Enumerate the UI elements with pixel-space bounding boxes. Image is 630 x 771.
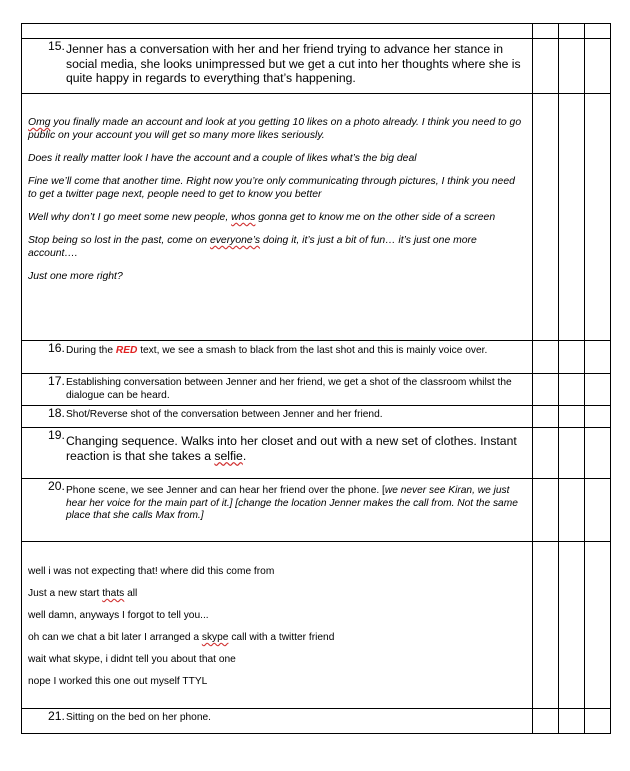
shot-number: 20.	[48, 479, 65, 493]
shot-description: Shot/Reverse shot of the conversation between Jenner and her friend.	[66, 409, 383, 420]
dialogue-line: Stop being so lost in the past, come on everyone’s doing it, it’s just a bit of fun… it’s just one more account….	[28, 235, 477, 259]
shot-number: 16.	[48, 341, 65, 355]
script-table-container	[21, 23, 610, 734]
dialogue-cell-2	[22, 542, 533, 709]
dialogue-line: Well why don’t I go meet some new people, whos gonna get to know me on the other side of a screen	[28, 212, 496, 223]
table-cell	[22, 24, 533, 39]
shot-cell-19	[22, 428, 533, 479]
dialogue-line: wait what skype, i didnt tell you about that one	[28, 654, 236, 665]
shot-cell-18	[22, 406, 533, 428]
shot-description: Phone scene, we see Jenner and can hear her friend over the phone. [we never see Kiran, we just hear her voice for the main part of it.] [change the location Jenner makes the call from. Not the same place that she calls Max from.]	[66, 485, 518, 522]
shot-description: During the RED text, we see a smash to black from the last shot and this is mainly voice over.	[66, 345, 488, 356]
shot-number: 18.	[48, 406, 65, 420]
table-row	[22, 374, 611, 406]
script-table	[21, 23, 611, 734]
table-row	[22, 479, 611, 542]
shot-description: Establishing conversation between Jenner and her friend, we get a shot of the classroom whilst the dialogue can be heard.	[66, 377, 512, 401]
dialogue-line: Does it really matter look I have the account and a couple of likes what’s the big deal	[28, 153, 417, 164]
dialogue-line: Just one more right?	[28, 271, 123, 282]
shot-cell-17	[22, 374, 533, 406]
dialogue-line: well damn, anyways I forgot to tell you...	[28, 610, 209, 621]
table-row	[22, 94, 611, 341]
dialogue-line: Fine we’ll come that another time. Right now you’re only communicating through pictures, I think you need to get a twitter page next, people need to get to know you better	[28, 176, 515, 200]
shot-cell-20	[22, 479, 533, 542]
dialogue-line: Just a new start thats all	[28, 588, 138, 599]
dialogue-line: oh can we chat a bit later I arranged a skype call with a twitter friend	[28, 632, 335, 643]
dialogue-line: Omg you finally made an account and look at you getting 10 likes on a photo already. I think you need to go public on your account you will get so many more likes seriously.	[28, 117, 522, 141]
dialogue-line: well i was not expecting that! where did this come from	[28, 566, 275, 577]
shot-cell-21	[22, 709, 533, 734]
shot-cell-16	[22, 341, 533, 374]
table-row	[22, 709, 611, 734]
shot-number: 15.	[48, 39, 65, 53]
shot-description: Changing sequence. Walks into her closet and out with a new set of clothes. Instant reaction is that she takes a selfie.	[66, 434, 517, 463]
table-row	[22, 428, 611, 479]
dialogue-line: nope I worked this one out myself TTYL	[28, 676, 208, 687]
dialogue-cell-1	[22, 94, 533, 341]
shot-number: 21.	[48, 709, 65, 723]
table-row	[22, 39, 611, 94]
table-row	[22, 24, 611, 39]
table-row	[22, 406, 611, 428]
shot-cell-15	[22, 39, 533, 94]
shot-description: Jenner has a conversation with her and her friend trying to advance her stance in social media, she looks unimpressed but we get a cut into her thoughts where she is quite happy in regards to everything that’s happening.	[66, 42, 521, 85]
table-row	[22, 542, 611, 709]
shot-description: Sitting on the bed on her phone.	[66, 712, 212, 723]
shot-number: 17.	[48, 374, 65, 388]
shot-number: 19.	[48, 428, 65, 442]
table-row	[22, 341, 611, 374]
